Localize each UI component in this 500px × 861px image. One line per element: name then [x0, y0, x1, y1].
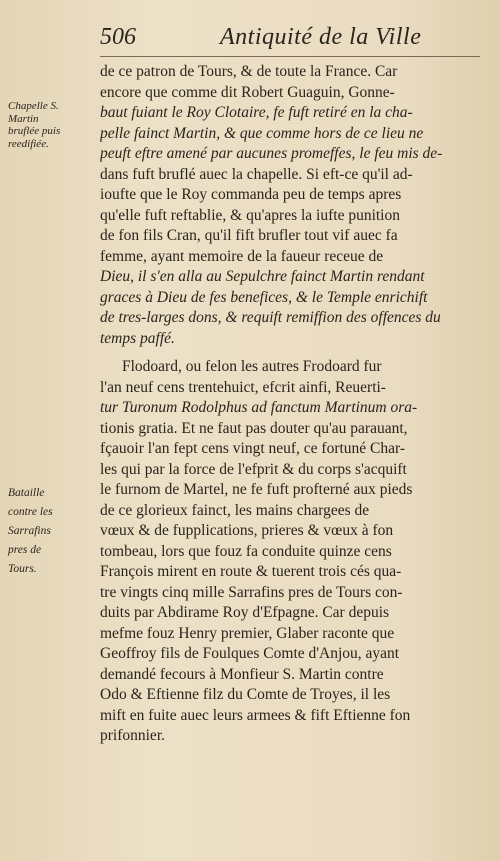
text-line: de ce patron de Tours, & de toute la France. Car	[100, 63, 398, 80]
paragraph-gap	[100, 349, 485, 357]
text-line: vœux & de fupplications, prieres & vœux à fon	[100, 522, 394, 539]
side-note-line: Martin	[8, 112, 39, 125]
text-line: François mirent en route & tuerent trois cés qua-	[100, 563, 402, 580]
text-line: tre vingts cinq mille Sarrafins pres de Tours con-	[100, 583, 403, 601]
side-note-line: Bataille	[8, 487, 45, 499]
text-line: Odo & Eftienne filz du Comte de Troyes, il les	[100, 686, 391, 703]
text-line: tionis gratia. Et ne faut pas douter qu'au parauant,	[100, 419, 408, 437]
side-note-line: Sarrafins	[8, 525, 51, 537]
text-line: Flodoard, ou felon les autres Frodoard fur	[122, 358, 382, 375]
text-line: Geoffroy fils de Foulques Comte d'Anjou, ayant	[100, 645, 400, 662]
text-line: graces à Dieu de fes benefices, & le Temple enrichift	[100, 288, 428, 306]
text-line: les qui par la force de l'efprit & du corps s'acquift	[100, 460, 407, 478]
text-line: ioufte que le Roy commanda peu de temps apres	[100, 186, 402, 203]
text-line: temps paffé.	[100, 329, 175, 347]
page-number: 506	[100, 24, 136, 50]
page-header	[100, 22, 480, 57]
side-note-line: Tours.	[8, 563, 37, 575]
running-title: Antiquité de la Ville	[220, 24, 422, 50]
text-line: de tres-larges dons, & requift remiffion des offences du	[100, 309, 441, 326]
text-line: l'an neuf cens trentehuict, efcrit ainfi, Reuerti-	[100, 378, 386, 396]
text-line: mift en fuite auec leurs armees & fift Eftienne fon	[100, 706, 411, 724]
side-note-battle	[8, 484, 98, 579]
text-line: femme, ayant memoire de la faueur receue de	[100, 247, 384, 265]
text-line: qu'elle fuft reftablie, & qu'apres la iufte punition	[100, 206, 400, 224]
text-line: prifonnier.	[100, 727, 165, 744]
text-line: de fon fils Cran, qu'il fift brufler tout vif auec fa	[100, 227, 398, 244]
text-line: tombeau, lors que fouz fa conduite quinze cens	[100, 542, 392, 560]
side-note-line: reedifiée.	[8, 137, 49, 150]
side-note-line: Chapelle S.	[8, 100, 59, 112]
text-line: encore que comme dit Robert Guaguin, Gonne-	[100, 83, 395, 101]
text-line: duits par Abdirame Roy d'Efpagne. Car depuis	[100, 604, 390, 621]
text-line: Dieu, il s'en alla au Sepulchre fainct Martin rendant	[100, 268, 425, 285]
text-line: tur Turonum Rodolphus ad fanctum Martinum ora-	[100, 399, 418, 416]
side-note-line: bruflée puis	[8, 125, 61, 137]
body-text	[100, 62, 485, 747]
side-note-chapel	[8, 100, 98, 150]
text-line: de ce glorieux fainct, les mains chargees de	[100, 501, 370, 519]
text-line: demandé fecours à Monfieur S. Martin contre	[100, 665, 384, 683]
text-line: pelle fainct Martin, & que comme hors de ce lieu ne	[100, 124, 424, 142]
side-note-line: contre les	[8, 506, 53, 518]
text-line: peuft eftre amené par aucunes promeffes, le feu mis de-	[100, 145, 443, 162]
text-line: fçauoir l'an fept cens vingt neuf, ce fortuné Char-	[100, 440, 406, 457]
text-line: le furnom de Martel, ne fe fuft profterné aux pieds	[100, 481, 413, 498]
text-line: baut fuiant le Roy Clotaire, fe fuft retiré en la cha-	[100, 104, 413, 121]
text-line: mefme fouz Henry premier, Glaber raconte que	[100, 624, 395, 642]
text-line: dans fuft bruflé auec la chapelle. Si eft-ce qu'il ad-	[100, 165, 413, 183]
side-note-line: pres de	[8, 544, 42, 556]
